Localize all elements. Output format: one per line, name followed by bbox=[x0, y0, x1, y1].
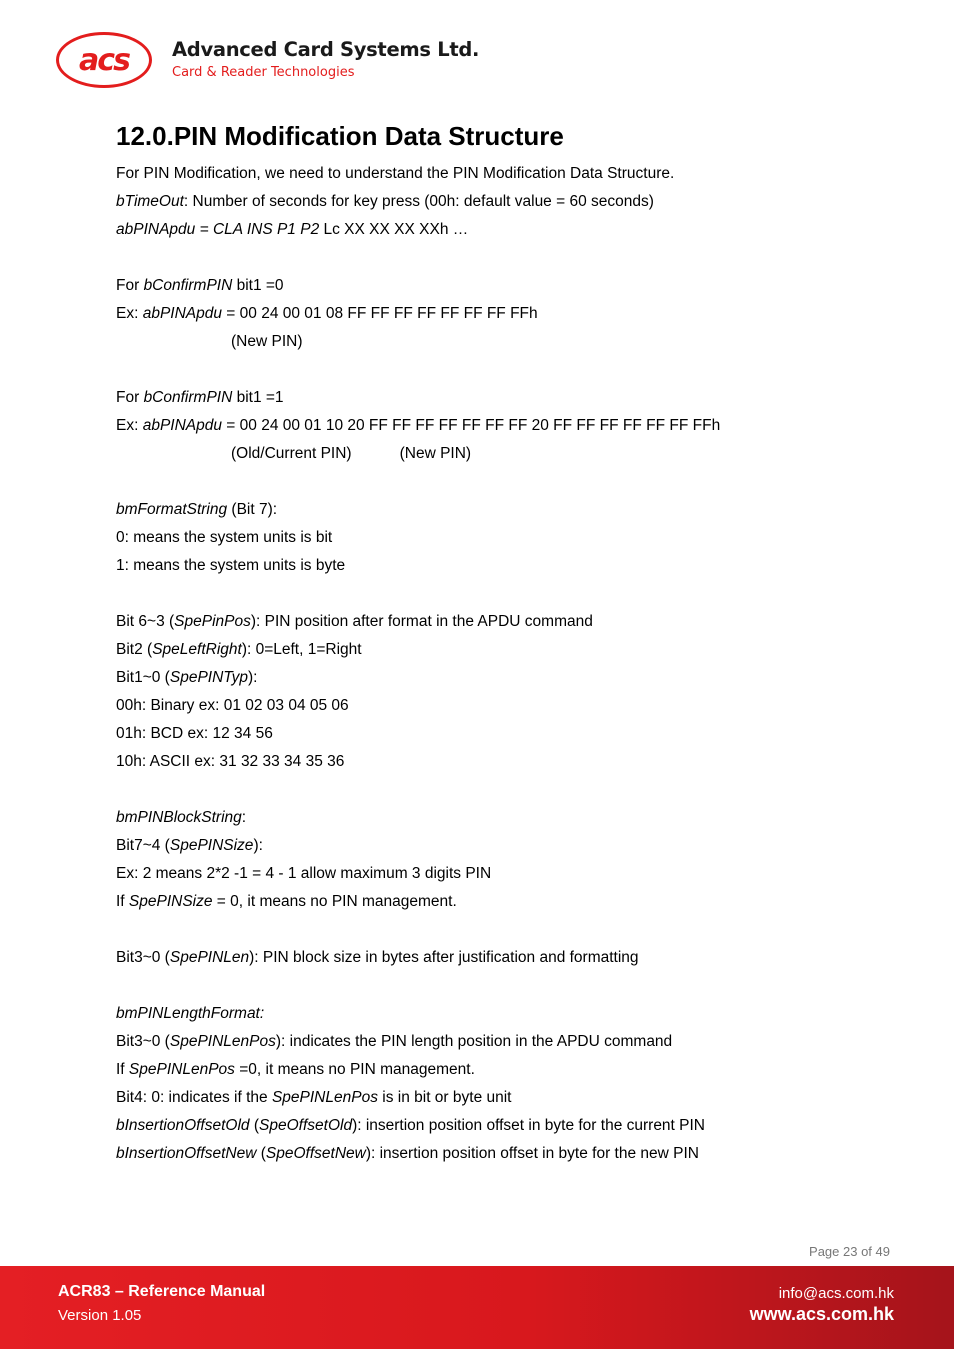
spacer bbox=[116, 356, 916, 384]
bit2-line bbox=[116, 636, 916, 664]
text: (Bit 7): bbox=[227, 501, 278, 518]
bit4-line bbox=[116, 1084, 916, 1112]
pin-type-00: 00h: Binary ex: 01 02 03 04 05 06 bbox=[116, 697, 349, 714]
pin-size-zero-line bbox=[116, 888, 916, 916]
text: ): PIN block size in bytes after justification and formatting bbox=[249, 949, 639, 966]
term: abPINApdu bbox=[142, 417, 222, 434]
text: Ex: bbox=[116, 417, 143, 434]
manual-title: ACR83 – Reference Manual bbox=[58, 1283, 266, 1300]
confirm-bit0-line bbox=[116, 272, 916, 300]
term: bTimeOut bbox=[116, 193, 184, 210]
text: ( bbox=[249, 1117, 260, 1134]
pin-type-10: 10h: ASCII ex: 31 32 33 34 35 36 bbox=[116, 753, 345, 770]
term: bmFormatString bbox=[116, 501, 228, 518]
text: Bit7~4 ( bbox=[116, 837, 170, 854]
text: ): indicates the PIN length position in the APDU command bbox=[275, 1033, 673, 1050]
pin-len-line bbox=[116, 944, 916, 972]
spacer bbox=[116, 776, 916, 804]
company-tagline: Card & Reader Technologies bbox=[172, 65, 355, 80]
intro-paragraph: For PIN Modification, we need to understand the PIN Modification Data Structure. bbox=[116, 165, 675, 182]
company-logo bbox=[56, 32, 480, 94]
new-pin-label: (New PIN) bbox=[231, 333, 303, 350]
text: bit1 =0 bbox=[232, 277, 284, 294]
term: SpeOffsetOld bbox=[259, 1117, 353, 1134]
text: ): insertion position offset in byte for the current PIN bbox=[352, 1117, 706, 1134]
text: bit1 =1 bbox=[232, 389, 284, 406]
text: Ex: bbox=[116, 305, 143, 322]
term: SpePINLenPos bbox=[169, 1033, 276, 1050]
spacer bbox=[116, 972, 916, 1000]
term: SpePINTyp bbox=[169, 669, 248, 686]
contact-email: info@acs.com.hk bbox=[778, 1285, 894, 1302]
timeout-line bbox=[116, 188, 916, 216]
len-pos-zero-line bbox=[116, 1056, 916, 1084]
term: SpeOffsetNew bbox=[265, 1145, 366, 1162]
text: ): bbox=[247, 669, 258, 686]
len-pos-line bbox=[116, 1028, 916, 1056]
page-number: Page 23 of 49 bbox=[809, 1244, 890, 1259]
old-pin-label: (Old/Current PIN) bbox=[231, 445, 352, 462]
example-apdu-1 bbox=[116, 412, 916, 440]
term: SpePINLenPos bbox=[271, 1089, 378, 1106]
text: = 00 24 00 01 10 20 FF FF FF FF FF FF FF 20 FF FF FF FF FF FF FFh bbox=[221, 417, 721, 434]
text: = 00 24 00 01 08 FF FF FF FF FF FF FF FFh bbox=[221, 305, 538, 322]
term: SpePinPos bbox=[174, 613, 251, 630]
text: : Number of seconds for key press (00h: default value = 60 seconds) bbox=[183, 193, 654, 210]
confirm-bit1-line bbox=[116, 384, 916, 412]
section-title: 12.0.PIN Modification Data Structure bbox=[116, 121, 564, 151]
pin-size-example: Ex: 2 means 2*2 -1 = 4 - 1 allow maximum 3 digits PIN bbox=[116, 865, 492, 882]
term: SpePINLenPos bbox=[128, 1061, 235, 1078]
offset-old-line bbox=[116, 1112, 916, 1140]
bit10-line bbox=[116, 664, 916, 692]
term: bConfirmPIN bbox=[143, 277, 233, 294]
term: bmPINBlockString bbox=[116, 809, 242, 826]
length-format-heading bbox=[116, 1000, 916, 1028]
text: ): 0=Left, 1=Right bbox=[241, 641, 362, 658]
term: SpePINSize bbox=[169, 837, 254, 854]
text: Bit4: 0: indicates if the bbox=[116, 1089, 272, 1106]
text: Bit2 ( bbox=[116, 641, 153, 658]
website-url: www.acs.com.hk bbox=[749, 1304, 894, 1324]
term: abPINApdu = CLA INS P1 P2 bbox=[116, 221, 320, 238]
bit63-line bbox=[116, 608, 916, 636]
manual-version: Version 1.05 bbox=[58, 1307, 142, 1324]
text: For bbox=[116, 277, 144, 294]
pin-labels-line bbox=[116, 440, 916, 468]
text: ( bbox=[256, 1145, 266, 1162]
text: Bit3~0 ( bbox=[116, 949, 170, 966]
text: = 0, it means no PIN management. bbox=[212, 893, 457, 910]
spacer bbox=[116, 916, 916, 944]
text: : bbox=[241, 809, 247, 826]
apdu-format-line bbox=[116, 216, 916, 244]
text: For bbox=[116, 389, 144, 406]
text: ): PIN position after format in the APDU command bbox=[250, 613, 593, 630]
term: bInsertionOffsetNew bbox=[116, 1145, 257, 1162]
format-string-heading bbox=[116, 496, 916, 524]
term: SpePINSize bbox=[128, 893, 213, 910]
term: bConfirmPIN bbox=[143, 389, 233, 406]
spacer bbox=[116, 468, 916, 496]
text: If bbox=[116, 1061, 129, 1078]
format-bit-1: 1: means the system units is byte bbox=[116, 557, 346, 574]
bit74-line bbox=[116, 832, 916, 860]
spacer bbox=[116, 244, 916, 272]
text: is in bit or byte unit bbox=[377, 1089, 512, 1106]
text: ): insertion position offset in byte for the new PIN bbox=[365, 1145, 699, 1162]
term: bmPINLengthFormat: bbox=[116, 1005, 265, 1022]
text: ): bbox=[253, 837, 263, 854]
text: Bit 6~3 ( bbox=[116, 613, 175, 630]
text: Bit1~0 ( bbox=[116, 669, 170, 686]
format-bit-0: 0: means the system units is bit bbox=[116, 529, 333, 546]
term: bInsertionOffsetOld bbox=[116, 1117, 250, 1134]
block-string-heading bbox=[116, 804, 916, 832]
term: abPINApdu bbox=[142, 305, 222, 322]
text: Lc XX XX XX XXh … bbox=[319, 221, 469, 238]
text: Bit3~0 ( bbox=[116, 1033, 170, 1050]
text: If bbox=[116, 893, 129, 910]
spacer bbox=[116, 580, 916, 608]
company-name: Advanced Card Systems Ltd. bbox=[172, 38, 480, 61]
offset-new-line bbox=[116, 1140, 916, 1168]
term: SpePINLen bbox=[169, 949, 250, 966]
footer-bar bbox=[0, 1266, 954, 1349]
new-pin-label: (New PIN) bbox=[399, 445, 472, 462]
example-apdu-0 bbox=[116, 300, 916, 328]
pin-type-01: 01h: BCD ex: 12 34 56 bbox=[116, 725, 273, 742]
document-body bbox=[116, 160, 916, 1168]
acs-logo-mark: acs bbox=[56, 32, 152, 88]
text: =0, it means no PIN management. bbox=[234, 1061, 475, 1078]
term: SpeLeftRight bbox=[152, 641, 242, 658]
